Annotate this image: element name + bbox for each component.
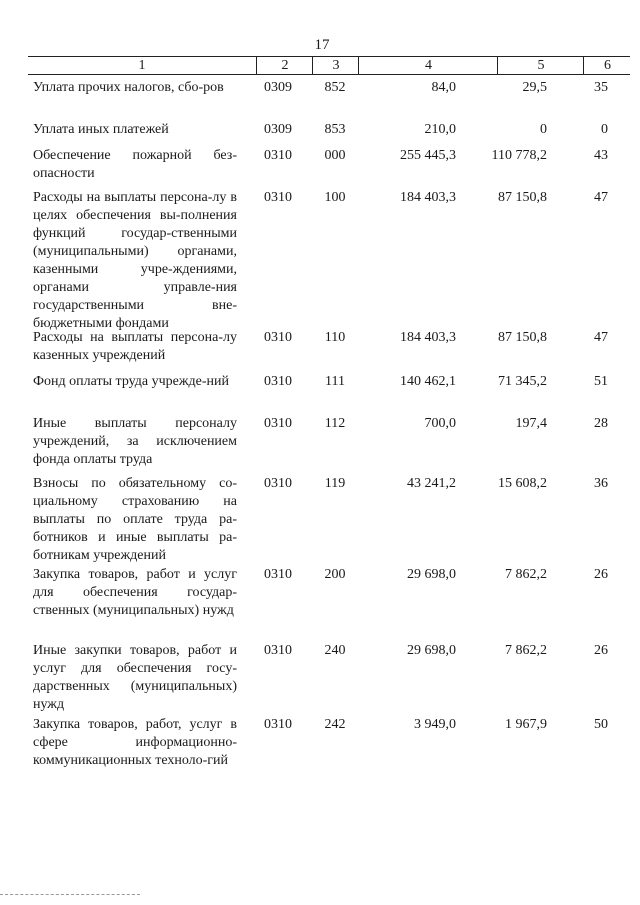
row-planned-amount: 29 698,0 [407, 567, 456, 582]
row-planned-amount: 184 403,3 [400, 190, 456, 205]
row-section-code: 0310 [264, 190, 292, 205]
row-executed-amount: 197,4 [515, 416, 547, 431]
header-col-1: 1 [138, 58, 146, 73]
row-expense-type: 242 [324, 717, 346, 732]
row-executed-amount: 0 [540, 122, 547, 137]
row-expense-type: 000 [324, 148, 346, 163]
row-percent: 50 [594, 717, 608, 732]
header-col-5: 5 [497, 57, 584, 74]
row-executed-amount: 71 345,2 [498, 374, 547, 389]
row-executed-amount: 87 150,8 [498, 330, 547, 345]
row-description: Иные выплаты персоналу учреждений, за исключением фонда оплаты труда [33, 416, 237, 467]
row-planned-amount: 43 241,2 [407, 476, 456, 491]
row-executed-amount: 15 608,2 [498, 476, 547, 491]
row-planned-amount: 3 949,0 [414, 717, 456, 732]
row-description: Иные закупки товаров, работ и услуг для обеспечения госу-дарственных (муниципальных) нужд [33, 643, 237, 712]
page-number: 17 [314, 37, 330, 53]
row-section-code: 0310 [264, 148, 292, 163]
row-planned-amount: 84,0 [431, 80, 456, 95]
row-percent: 26 [594, 567, 608, 582]
row-planned-amount: 29 698,0 [407, 643, 456, 658]
row-expense-type: 119 [324, 476, 346, 491]
row-expense-type: 111 [325, 374, 345, 389]
row-section-code: 0310 [264, 416, 292, 431]
row-percent: 47 [594, 190, 608, 205]
row-description: Расходы на выплаты персона-лу в целях обеспечения вы-полнения функций государ-ственными (муниципальными) органами, казенными учре-ждениями, органами управле-ния государственными вне-бюджетными фондами [33, 190, 237, 331]
row-executed-amount: 87 150,8 [498, 190, 547, 205]
row-section-code: 0310 [264, 717, 292, 732]
table-header [28, 56, 630, 75]
row-percent: 26 [594, 643, 608, 658]
row-percent: 35 [594, 80, 608, 95]
row-expense-type: 200 [324, 567, 346, 582]
row-description: Обеспечение пожарной без-опасности [33, 148, 237, 181]
row-executed-amount: 7 862,2 [505, 643, 547, 658]
row-expense-type: 110 [324, 330, 346, 345]
row-description: Расходы на выплаты персона-лу казенных учреждений [33, 330, 237, 363]
row-executed-amount: 110 778,2 [491, 148, 547, 163]
row-section-code: 0310 [264, 643, 292, 658]
row-planned-amount: 210,0 [424, 122, 456, 137]
row-planned-amount: 700,0 [424, 416, 456, 431]
row-section-code: 0309 [264, 122, 292, 137]
row-section-code: 0309 [264, 80, 292, 95]
row-description: Уплата иных платежей [33, 122, 169, 137]
row-description: Закупка товаров, работ, услуг в сфере информационно-коммуникационных техноло-гий [33, 717, 237, 768]
row-percent: 0 [601, 122, 608, 137]
row-executed-amount: 29,5 [522, 80, 547, 95]
row-description: Взносы по обязательному со-циальному страхованию на выплаты по оплате труда ра-ботников и иные выплаты ра-ботникам учреждений [33, 476, 237, 563]
row-executed-amount: 1 967,9 [505, 717, 547, 732]
row-percent: 28 [594, 416, 608, 431]
row-expense-type: 853 [324, 122, 346, 137]
header-col-6: 6 [583, 57, 631, 74]
row-percent: 51 [594, 374, 608, 389]
header-col-3: 3 [312, 57, 359, 74]
row-description: Закупка товаров, работ и услуг для обеспечения государ-ственных (муниципальных) нужд [33, 567, 237, 618]
row-percent: 36 [594, 476, 608, 491]
row-percent: 43 [594, 148, 608, 163]
row-section-code: 0310 [264, 567, 292, 582]
row-section-code: 0310 [264, 476, 292, 491]
row-expense-type: 240 [324, 643, 346, 658]
row-section-code: 0310 [264, 374, 292, 389]
row-expense-type: 112 [324, 416, 346, 431]
row-section-code: 0310 [264, 330, 292, 345]
header-col-4: 4 [358, 57, 498, 74]
row-planned-amount: 140 462,1 [400, 374, 456, 389]
row-executed-amount: 7 862,2 [505, 567, 547, 582]
row-planned-amount: 184 403,3 [400, 330, 456, 345]
row-expense-type: 852 [324, 80, 346, 95]
page-bottom-divider [0, 894, 140, 895]
row-planned-amount: 255 445,3 [400, 148, 456, 163]
row-percent: 47 [594, 330, 608, 345]
row-description: Фонд оплаты труда учрежде-ний [33, 374, 229, 389]
row-expense-type: 100 [324, 190, 346, 205]
header-col-2: 2 [256, 57, 313, 74]
row-description: Уплата прочих налогов, сбо-ров [33, 80, 224, 95]
